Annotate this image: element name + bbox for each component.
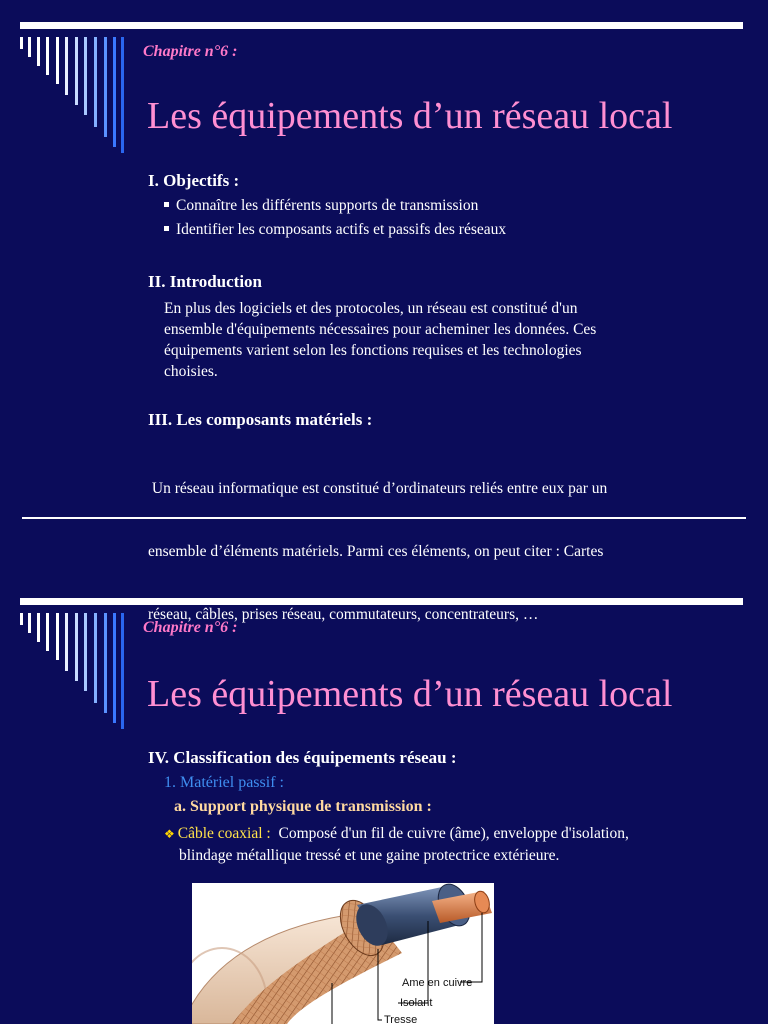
coaxial-cable-illustration (192, 883, 494, 1024)
classification-heading: IV. Classification des équipements réseau : (148, 748, 457, 767)
slide-title: Les équipements d’un réseau local (147, 95, 673, 137)
slide-title: Les équipements d’un réseau local (147, 673, 673, 715)
objectif-item: Identifier les composants actifs et passifs des réseaux (164, 221, 506, 239)
objectifs-heading: I. Objectifs : (148, 171, 240, 190)
composants-paragraph: Un réseau informatique est constitué d’ordinateurs reliés entre eux par un ensemble d’éléments matériels. Parmi ces éléments, on peut citer : Cartes réseau, câbles, prises réseau, commutateurs, concentrateurs, … (148, 480, 608, 623)
chapter-label: Chapitre n°6 : (143, 43, 238, 60)
composants-heading: III. Les composants matériels : (148, 410, 373, 429)
diamond-bullet-icon: ❖ (164, 827, 175, 841)
chapter-label: Chapitre n°6 : (143, 619, 238, 636)
label-ame: Ame en cuivre (402, 977, 473, 989)
coaxial-label: Câble coaxial : (177, 825, 271, 842)
label-tresse: Tresse (384, 1014, 418, 1024)
label-isolant: Isolant (400, 997, 433, 1009)
introduction-paragraph: En plus des logiciels et des protocoles, un réseau est constitué d'un ensemble d'équipements nécessaires pour acheminer les données. Ces équipements varient selon les fonctions requises et les technologies choisies. (164, 300, 597, 380)
decorative-stripes (0, 0, 130, 160)
coaxial-description: ❖ Câble coaxial : Composé d'un fil de cuivre (âme), enveloppe d'isolation, blindage métallique tressé et une gaine protectrice extérieure. (164, 825, 629, 864)
introduction-heading: II. Introduction (148, 272, 262, 291)
bottom-rule (22, 517, 746, 519)
objectif-item: Connaître les différents supports de transmission (164, 197, 478, 215)
support-physique-heading: a. Support physique de transmission : (174, 798, 432, 815)
bullet-square-icon (164, 202, 169, 207)
bullet-square-icon (164, 226, 169, 231)
materiel-passif-heading: 1. Matériel passif : (164, 774, 284, 791)
coaxial-cable-drawing (192, 883, 494, 1024)
decorative-stripes (0, 576, 130, 736)
slide-2 (0, 576, 768, 1024)
